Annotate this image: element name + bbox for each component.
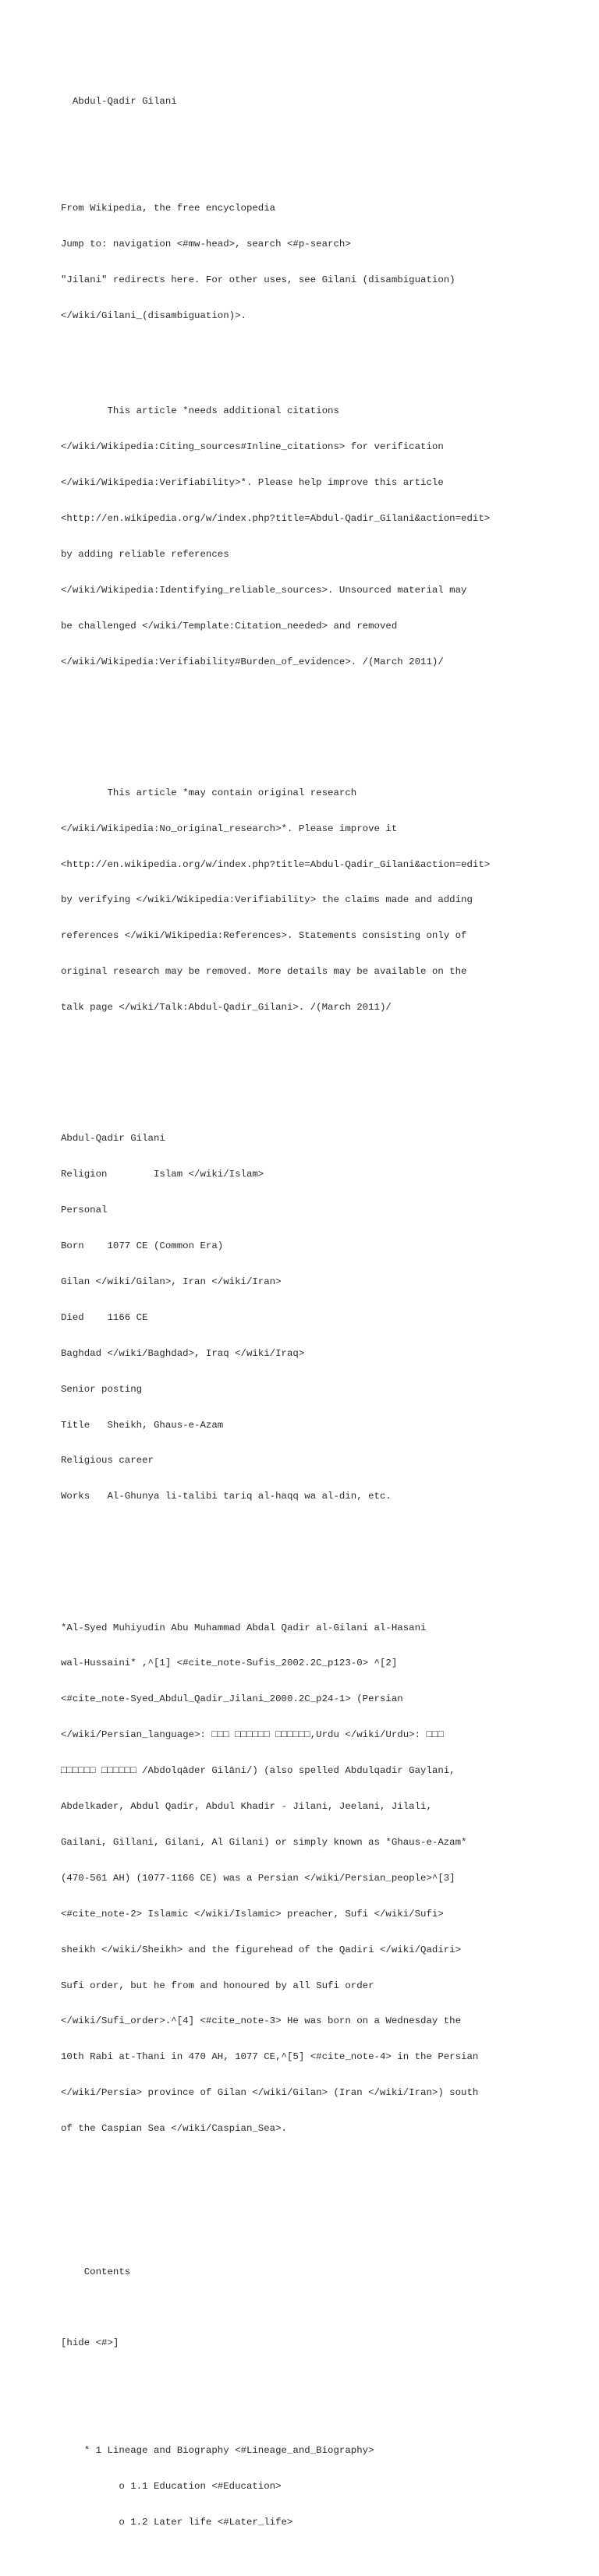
contents-heading: Contents [61,2266,131,2277]
tagline: From Wikipedia, the free encyclopedia [61,203,276,214]
paragraph-line: *Al-Syed Muhiyudin Abu Muhammad Abdal Qadir al-Gilani al-Hasani [61,1622,427,1633]
notice-line[interactable]: references </wiki/Wikipedia:References>. Statements consisting only of [61,930,467,942]
infobox [61,1109,583,1527]
blank-line [61,716,583,727]
infobox-row-born: Born 1077 CE (Common Era) [61,1240,224,1252]
paragraph-line[interactable]: <#cite_note-Syed_Abdul_Qadir_Jilani_2000.2C_p24-1> (Persian [61,1693,403,1705]
notice-line: original research may be removed. More details may be available on the [61,966,467,978]
notice-line: This article *needs additional citations [61,405,339,417]
blank-line [61,2218,583,2230]
paragraph-line: Abdelkader, Abdul Qadir, Abdul Khadir - Jilani, Jeelani, Jilali, [61,1801,432,1813]
citations-notice [61,382,583,692]
blank-line [61,2183,583,2195]
table-of-contents [61,2421,583,2552]
notice-line[interactable]: be challenged </wiki/Template:Citation_needed> and removed [61,620,398,632]
infobox-row-works: Works Al-Ghunya li-talibi tariq al-haqq wa al-din, etc. [61,1491,392,1502]
notice-line[interactable]: </wiki/Wikipedia:Verifiability#Burden_of_evidence>. /(March 2011)/ [61,656,444,667]
infobox-title: Abdul-Qadir Gilani [61,1133,165,1145]
redirect-note: "Jilani" redirects here. For other uses, see Gilani (disambiguation) [61,274,455,286]
hide-toc-toggle[interactable]: [hide <#>] [61,2337,119,2349]
notice-line[interactable]: </wiki/Wikipedia:Citing_sources#Inline_citations> for verification [61,441,444,453]
blank-line [61,1062,583,1074]
paragraph-line: Gailani, Gillani, Gilani, Al Gilani) or simply known as *Ghaus-e-Azam* [61,1836,467,1848]
infobox-section-religious-career: Religious career [61,1455,154,1467]
body-paragraph [61,1598,583,2159]
paragraph-line[interactable]: </wiki/Persian_language>: □□□ □□□□□□ □□□□□□,Urdu </wiki/Urdu>: □□□ [61,1729,444,1741]
page-title: Abdul-Qadir Gilani [61,95,177,107]
paragraph-line[interactable]: sheikh </wiki/Sheikh> and the figurehead of the Qadiri </wiki/Qadiri> [61,1944,462,1955]
paragraph-line[interactable]: </wiki/Sufi_order>.^[4] <#cite_note-3> He was born on a Wednesday the [61,2015,462,2027]
infobox-section-personal: Personal [61,1205,108,1216]
notice-line[interactable]: <http://en.wikipedia.org/w/index.php?title=Abdul-Qadir_Gilani&action=edit> [61,512,491,524]
paragraph-line[interactable]: </wiki/Persia> province of Gilan </wiki/Gilan> (Iran </wiki/Iran>) south [61,2087,479,2099]
paragraph-line[interactable]: (470-561 AH) (1077-1166 CE) was a Persian </wiki/Persian_people>^[3] [61,1872,455,1884]
blank-line [61,131,583,143]
infobox-row-died: Died 1166 CE [61,1311,148,1323]
jump-links[interactable]: Jump to: navigation <#mw-head>, search <#p-search> [61,239,351,250]
redirect-link[interactable]: </wiki/Gilani_(disambiguation)>. [61,310,246,321]
paragraph-line[interactable]: <#cite_note-2> Islamic </wiki/Islamic> preacher, Sufi </wiki/Sufi> [61,1908,444,1920]
notice-line[interactable]: talk page </wiki/Talk:Abdul-Qadir_Gilani>. /(March 2011)/ [61,1002,392,1014]
infobox-row-religion[interactable]: Religion Islam </wiki/Islam> [61,1169,264,1180]
document-text [61,72,583,2576]
notice-line[interactable]: </wiki/Wikipedia:Verifiability>*. Please help improve this article [61,477,444,489]
blank-line [61,2302,583,2314]
toc-item[interactable]: o 1.1 Education <#Education> [61,2480,282,2492]
notice-line: This article *may contain original research [61,787,357,798]
notice-line[interactable]: <http://en.wikipedia.org/w/index.php?title=Abdul-Qadir_Gilani&action=edit> [61,858,491,870]
blank-line [61,2373,583,2385]
infobox-row-title: Title Sheikh, Ghaus-e-Azam [61,1419,224,1431]
toc-item[interactable]: * 1 Lineage and Biography <#Lineage_and_Biography> [61,2445,374,2457]
paragraph-line[interactable]: wal-Hussaini* ,^[1] <#cite_note-Sufis_2002.2C_p123-0> ^[2] [61,1658,398,1669]
toc-item[interactable]: o 1.2 Later life <#Later_life> [61,2516,293,2528]
intro-block [61,179,583,346]
paragraph-line[interactable]: of the Caspian Sea </wiki/Caspian_Sea>. [61,2123,287,2135]
paragraph-line[interactable]: 10th Rabi at-Thani in 470 AH, 1077 CE,^[5] <#cite_note-4> in the Persian [61,2051,479,2063]
infobox-row-birthplace[interactable]: Gilan </wiki/Gilan>, Iran </wiki/Iran> [61,1276,282,1287]
research-notice [61,763,583,1038]
paragraph-line: Sufi order, but he from and honoured by all Sufi order [61,1980,374,1991]
notice-line[interactable]: by verifying </wiki/Wikipedia:Verifiability> the claims made and adding [61,894,473,906]
infobox-row-deathplace[interactable]: Baghdad </wiki/Baghdad>, Iraq </wiki/Iraq> [61,1347,305,1359]
notice-line[interactable]: </wiki/Wikipedia:No_original_research>*. Please improve it [61,823,398,834]
notice-line[interactable]: </wiki/Wikipedia:Identifying_reliable_sources>. Unsourced material may [61,584,467,596]
infobox-section-senior-posting: Senior posting [61,1383,143,1395]
notice-line: by adding reliable references [61,548,229,560]
paragraph-line: □□□□□□ □□□□□□ /Abdolqāder Gilāni/) (also spelled Abdulqadir Gaylani, [61,1765,455,1777]
blank-line [61,1551,583,1562]
